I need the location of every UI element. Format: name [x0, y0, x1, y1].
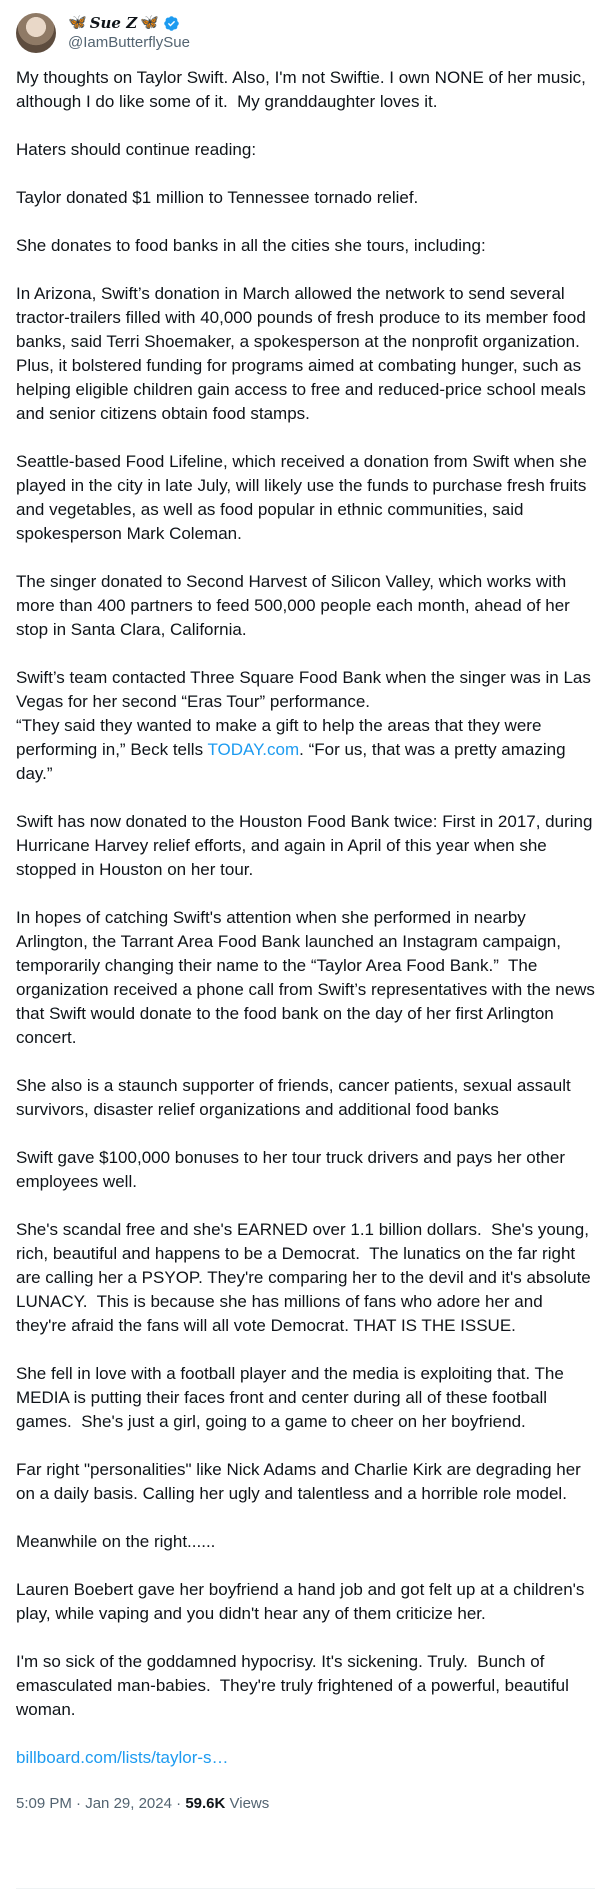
- three-square-line1: Swift’s team contacted Three Square Food Bank when the singer was in Las Vegas for her second “Eras Tour” performance.: [16, 668, 596, 711]
- divider: [16, 1888, 595, 1889]
- paragraph: Meanwhile on the right......: [16, 1532, 216, 1551]
- paragraph: Lauren Boebert gave her boyfriend a hand job and got felt up at a children's play, while vaping and you didn't hear any of them criticize her.: [16, 1580, 590, 1623]
- paragraph: The singer donated to Second Harvest of Silicon Valley, which works with more than 400 partners to feed 500,000 people each month, ahead of her stop in Santa Clara, California.: [16, 572, 575, 639]
- paragraph: I'm so sick of the goddamned hypocrisy. It's sickening. Truly. Bunch of emasculated man-babies. They're truly frightened of a powerful, beautiful woman.: [16, 1652, 574, 1719]
- paragraph: She also is a staunch supporter of friends, cancer patients, sexual assault survivors, disaster relief organizations and additional food banks: [16, 1076, 576, 1119]
- avatar[interactable]: [16, 13, 56, 53]
- tweet-text: [16, 66, 600, 1770]
- author-handle[interactable]: @IamButterflySue: [68, 34, 190, 51]
- paragraph: Haters should continue reading:: [16, 140, 257, 159]
- views-label: Views: [225, 1795, 270, 1812]
- paragraph: Taylor donated $1 million to Tennessee tornado relief.: [16, 188, 419, 207]
- meta-separator: ·: [171, 1795, 186, 1812]
- paragraph: In hopes of catching Swift's attention when she performed in nearby Arlington, the Tarrant Area Food Bank launched an Instagram campaign, temporarily changing their name to the “Taylor Area Food Bank.” The organization received a phone call from Swift’s representatives with the news that Swift would donate to the food bank on the day of her first Arlington concert.: [16, 908, 600, 1047]
- meta-separator: ·: [71, 1795, 86, 1812]
- paragraph-three-square: [16, 666, 595, 786]
- paragraph: My thoughts on Taylor Swift. Also, I'm not Swiftie. I own NONE of her music, although I do like some of it. My granddaughter loves it.: [16, 68, 591, 111]
- paragraph-link: [16, 1746, 595, 1770]
- paragraph: She's scandal free and she's EARNED over 1.1 billion dollars. She's young, rich, beautiful and happens to be a Democrat. The lunatics on the far right are calling her a PSYOP. They're comparing her to the devil and it's absolute LUNACY. This is because she has millions of fans who adore her and they're afraid the fans will all vote Democrat. THAT IS THE ISSUE.: [16, 1220, 596, 1335]
- verified-badge-icon[interactable]: [163, 15, 180, 32]
- author-info: [68, 13, 190, 53]
- views-count: 59.6K: [185, 1795, 226, 1812]
- tweet-meta: [16, 1794, 595, 1814]
- paragraph: Swift gave $100,000 bonuses to her tour truck drivers and pays her other employees well.: [16, 1148, 570, 1191]
- tweet-time[interactable]: 5:09 PM: [16, 1795, 72, 1812]
- tweet-header: [16, 0, 595, 66]
- paragraph: Swift has now donated to the Houston Food Bank twice: First in 2017, during Hurricane Harvey relief efforts, and again in April of this year when she stopped in Houston on her tour.: [16, 812, 598, 879]
- three-square-quote: “They said they wanted to make a gift to help the areas that they were performing in,” Beck tells: [16, 716, 547, 759]
- today-link[interactable]: TODAY.com: [207, 740, 300, 759]
- paragraph: In Arizona, Swift’s donation in March allowed the network to send several tractor-trailers filled with 40,000 pounds of fresh produce to its member food banks, said Terri Shoemaker, a spokesperson at the nonprofit organization. Plus, it bolstered funding for programs aimed at combating hunger, such as helping eligible children gain access to free and reduced-price school meals and senior citizens obtain food stamps.: [16, 284, 591, 423]
- paragraph: Far right "personalities" like Nick Adams and Charlie Kirk are degrading her on a daily basis. Calling her ugly and talentless and a horrible role model.: [16, 1460, 586, 1503]
- three-square-quote-end: . “For us, that was a pretty amazing day.”: [16, 740, 571, 783]
- paragraph: Seattle-based Food Lifeline, which received a donation from Swift when she played in the city in late July, will likely use the funds to purchase fresh fruits and vegetables, as well as food popular in ethnic communities, said spokesperson Mark Coleman.: [16, 452, 592, 543]
- display-name[interactable]: Sue Z: [89, 14, 138, 32]
- paragraph: She donates to food banks in all the cities she tours, including:: [16, 236, 486, 255]
- billboard-link[interactable]: billboard.com/lists/taylor-s…: [16, 1748, 229, 1767]
- butterfly-emoji-left: 🦋: [68, 14, 87, 31]
- display-name-row[interactable]: [68, 13, 190, 33]
- butterfly-emoji-right: 🦋: [140, 14, 159, 31]
- tweet-date[interactable]: Jan 29, 2024: [85, 1795, 172, 1812]
- paragraph: She fell in love with a football player and the media is exploiting that. The MEDIA is putting their faces front and center during all of these football games. She's just a girl, going to a game to cheer on her boyfriend.: [16, 1364, 569, 1431]
